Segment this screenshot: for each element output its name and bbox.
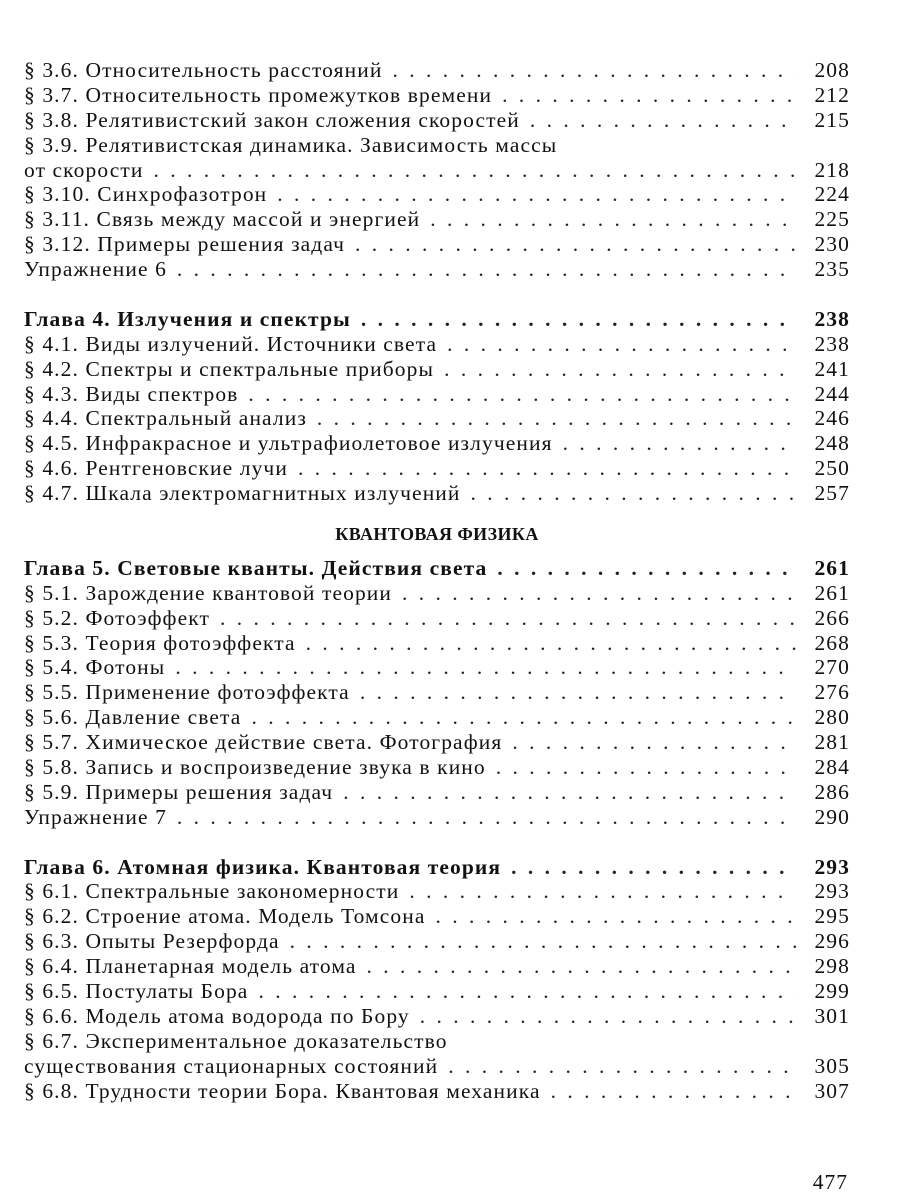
toc-entry [24, 182, 850, 207]
toc-entry [24, 232, 850, 257]
toc-entry-title: § 6.6. Модель атома водорода по Бору [24, 1003, 410, 1028]
toc-entry-title: § 5.7. Химическое действие света. Фотография [24, 730, 503, 755]
toc-entry-title: § 6.5. Постулаты Бора [24, 978, 249, 1003]
toc-entry-page: 268 [814, 630, 850, 655]
toc-entry [24, 382, 850, 407]
toc-entry-page: 281 [814, 730, 850, 755]
toc-entry-title: § 5.4. Фотоны [24, 655, 166, 680]
toc-entry [24, 456, 850, 481]
toc-entry-title: § 4.2. Спектры и спектральные приборы [24, 356, 435, 381]
toc-entry-title: § 3.6. Относительность расстояний [24, 58, 383, 82]
toc-entry [24, 481, 850, 506]
toc-entry-page: 257 [814, 481, 850, 506]
dot-leader [343, 780, 796, 805]
toc-entry [24, 1054, 850, 1079]
toc-entry-title: § 3.11. Связь между массой и энергией [24, 207, 421, 232]
toc-entry-page: 307 [814, 1078, 850, 1103]
toc-entry [24, 730, 850, 755]
toc-entry-title: Упражнение 6 [24, 257, 167, 282]
page-number: 477 [812, 1170, 848, 1194]
dot-leader [317, 406, 796, 431]
toc-entry-page: 290 [814, 804, 850, 829]
toc-entry-page: 218 [814, 157, 850, 182]
toc-entry-title-line1: § 3.9. Релятивистская динамика. Зависимость массы [24, 132, 558, 157]
toc-entry-page: 215 [814, 107, 850, 132]
dot-leader [436, 904, 797, 929]
toc-entry-page: 246 [814, 406, 850, 431]
toc-entry [24, 83, 850, 108]
dot-leader [367, 954, 796, 979]
chapter-title: Глава 4. Излучения и спектры [24, 306, 351, 331]
toc-entry-page: 244 [814, 381, 850, 406]
dot-leader [496, 755, 796, 780]
dot-leader [563, 431, 796, 456]
toc-entry-page: 301 [814, 1003, 850, 1028]
dot-leader [512, 730, 796, 755]
toc-entry-title: § 6.2. Строение атома. Модель Томсона [24, 904, 426, 929]
toc-entry-title-line2: от скорости [24, 157, 144, 182]
toc-entry-title: § 4.7. Шкала электромагнитных излучений [24, 481, 461, 506]
dot-leader [471, 481, 796, 506]
dot-leader [306, 631, 796, 656]
toc-entry [24, 357, 850, 382]
dot-leader [177, 257, 796, 282]
toc-entry-title: § 5.9. Примеры решения задач [24, 779, 334, 804]
toc-entry-title: § 5.3. Теория фотоэффекта [24, 630, 296, 655]
toc-entry [24, 1004, 850, 1029]
toc-entry-page: 241 [814, 356, 850, 381]
spacer [24, 282, 850, 307]
toc-entry-page: 261 [814, 580, 850, 605]
toc-entry [24, 805, 850, 830]
toc-entry [24, 108, 850, 133]
chapter-page: 238 [814, 306, 850, 331]
dot-leader [392, 58, 796, 83]
toc-entry-page: 238 [814, 331, 850, 356]
dot-leader [248, 382, 796, 407]
toc-entry-title: § 4.1. Виды излучений. Источники света [24, 331, 438, 356]
toc-entry-title: § 6.1. Спектральные закономерности [24, 879, 400, 904]
dot-leader [153, 158, 796, 183]
toc-entry-title: § 3.7. Относительность промежутков времени [24, 82, 493, 107]
toc-entry-title: § 5.2. Фотоэффект [24, 605, 210, 630]
toc-entry-title: § 6.4. Планетарная модель атома [24, 954, 357, 979]
toc-entry-page: 235 [814, 257, 850, 282]
toc-entry-page: 295 [814, 904, 850, 929]
spacer [24, 830, 850, 855]
dot-leader [251, 705, 796, 730]
toc-entry [24, 655, 850, 680]
toc-entry [24, 631, 850, 656]
toc-entry [24, 158, 850, 183]
toc-entry-page: 230 [814, 232, 850, 257]
toc-entry-page: 298 [814, 954, 850, 979]
dot-leader [355, 232, 796, 257]
toc-entry [24, 332, 850, 357]
toc-entry [24, 705, 850, 730]
toc-entry-page: 270 [814, 655, 850, 680]
toc-entry-page: 305 [814, 1053, 850, 1078]
toc-entry [24, 606, 850, 631]
dot-leader [511, 855, 796, 880]
toc-entry-title: § 4.4. Спектральный анализ [24, 406, 307, 431]
toc-entry [24, 581, 850, 606]
dot-leader [430, 207, 796, 232]
chapter-title: Глава 5. Световые кванты. Действия света [24, 555, 488, 580]
toc-entry-title-line2: существования стационарных состояний [24, 1053, 439, 1078]
dot-leader [551, 1079, 796, 1104]
dot-leader [361, 307, 796, 332]
toc-entry-title: § 4.6. Рентгеновские лучи [24, 456, 288, 481]
toc-entry-title: § 5.6. Давление света [24, 705, 242, 730]
chapter-heading [24, 556, 850, 581]
toc-entry-page: 284 [814, 754, 850, 779]
dot-leader [175, 655, 796, 680]
toc-entry-title: § 5.1. Зарождение квантовой теории [24, 580, 393, 605]
chapter-heading [24, 307, 850, 332]
dot-leader [177, 805, 796, 830]
dot-leader [447, 332, 796, 357]
toc-entry [24, 406, 850, 431]
toc-entry-title: § 4.3. Виды спектров [24, 381, 239, 406]
toc-entry-page: 299 [814, 978, 850, 1003]
toc-entry-title: § 6.8. Трудности теории Бора. Квантовая механика [24, 1078, 541, 1103]
toc-entry [24, 780, 850, 805]
toc-entry [24, 755, 850, 780]
dot-leader [530, 108, 796, 133]
toc-entry [24, 207, 850, 232]
toc-entry [24, 929, 850, 954]
toc-entry-page: 286 [814, 779, 850, 804]
toc-entry-title: § 3.8. Релятивистский закон сложения скоростей [24, 107, 520, 132]
chapter-page: 261 [814, 555, 850, 580]
toc-entry-title: § 3.10. Синхрофазотрон [24, 182, 268, 207]
toc-entry [24, 1079, 850, 1104]
chapter-heading [24, 855, 850, 880]
toc-entry-page: 208 [814, 58, 850, 82]
table-of-contents [24, 58, 850, 1103]
toc-entry-page: 293 [814, 879, 850, 904]
dot-leader [277, 182, 796, 207]
toc-entry [24, 979, 850, 1004]
dot-leader [444, 357, 796, 382]
toc-entry-page: 280 [814, 705, 850, 730]
dot-leader [220, 606, 796, 631]
toc-entry-page: 266 [814, 605, 850, 630]
toc-entry-page: 212 [814, 82, 850, 107]
toc-entry [24, 954, 850, 979]
toc-entry-title: § 4.5. Инфракрасное и ультрафиолетовое излучения [24, 431, 553, 456]
toc-entry-title: § 6.3. Опыты Резерфорда [24, 929, 280, 954]
dot-leader [502, 83, 796, 108]
toc-entry [24, 904, 850, 929]
toc-entry-page: 276 [814, 680, 850, 705]
dot-leader [298, 456, 796, 481]
section-heading: КВАНТОВАЯ ФИЗИКА [335, 524, 539, 545]
toc-entry [24, 680, 850, 705]
dot-leader [360, 680, 796, 705]
toc-entry-title-line1: § 6.7. Экспериментальное доказательство [24, 1028, 448, 1053]
toc-entry-title: § 3.12. Примеры решения задач [24, 232, 346, 257]
toc-entry-page: 225 [814, 207, 850, 232]
toc-entry [24, 58, 850, 83]
toc-entry-title: § 5.8. Запись и воспроизведение звука в кино [24, 754, 486, 779]
toc-entry-page: 224 [814, 182, 850, 207]
dot-leader [497, 556, 796, 581]
toc-entry [24, 879, 850, 904]
chapter-title: Глава 6. Атомная физика. Квантовая теория [24, 854, 502, 879]
chapter-page: 293 [814, 854, 850, 879]
toc-entry-page: 250 [814, 456, 850, 481]
dot-leader [402, 581, 796, 606]
toc-entry-title: Упражнение 7 [24, 804, 167, 829]
toc-entry-page: 248 [814, 431, 850, 456]
toc-entry-page: 296 [814, 929, 850, 954]
dot-leader [420, 1004, 796, 1029]
toc-entry-title: § 5.5. Применение фотоэффекта [24, 680, 350, 705]
dot-leader [258, 979, 796, 1004]
dot-leader [448, 1054, 796, 1079]
toc-entry [24, 431, 850, 456]
dot-leader [290, 929, 796, 954]
dot-leader [409, 879, 796, 904]
toc-entry [24, 257, 850, 282]
